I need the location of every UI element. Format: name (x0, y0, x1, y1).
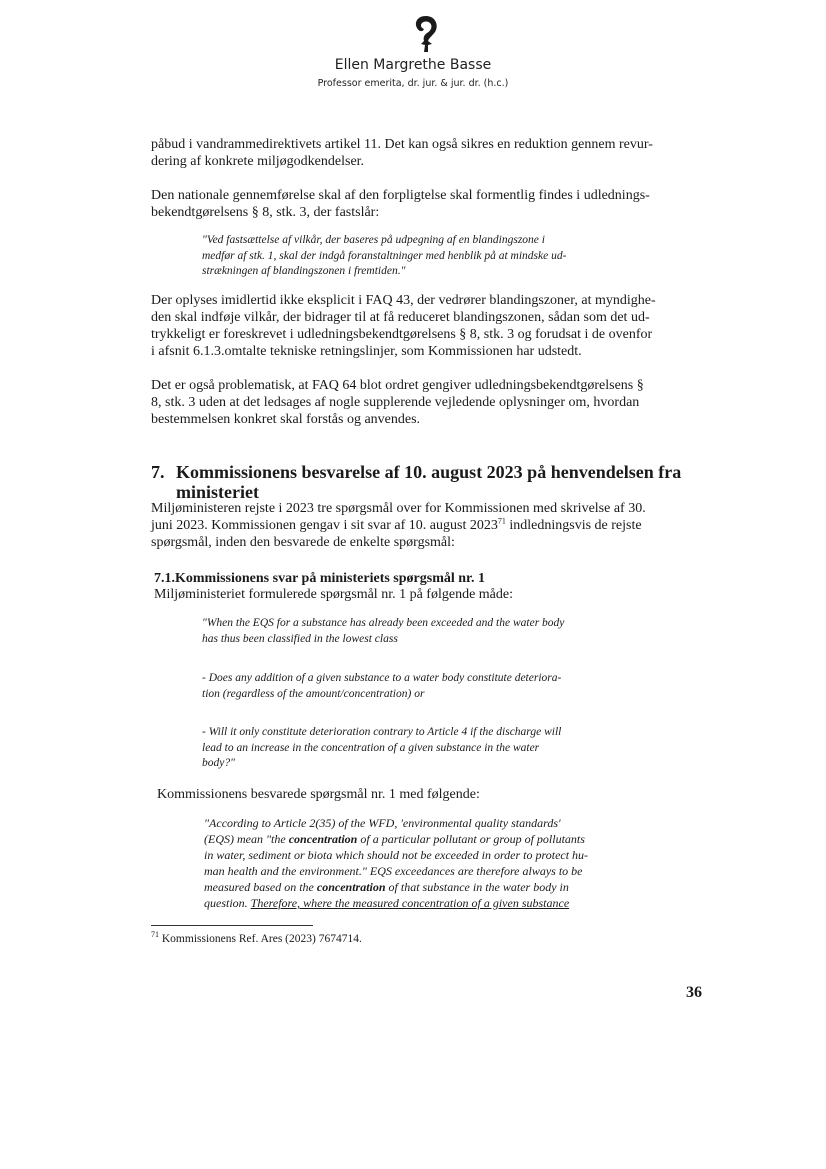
emphasis: concentration (316, 880, 386, 894)
text-line: body?" (202, 757, 235, 769)
text-line: den skal indføje vilkår, der bidrager til at få reduceret blandingszonen, sådan som det ud- (151, 310, 650, 325)
author-name: Ellen Margrethe Basse (334, 57, 492, 73)
section-7-1-heading: 7.1.Kommissionens svar på ministeriets spørgsmål nr. 1 (154, 571, 485, 586)
section-number: 7. (151, 462, 165, 482)
text-line: dering af konkrete miljøgodkendelser. (151, 154, 365, 169)
block-quote-2a (202, 616, 648, 647)
block-quote-2c (202, 725, 648, 772)
ornament-logo-icon (411, 14, 441, 54)
text-line: has thus been classified in the lowest class (202, 632, 398, 645)
text-line: i afsnit 6.1.3.omtalte tekniske retningslinjer, som Kommissionen har udstedt. (151, 344, 582, 359)
text-line: "Ved fastsættelse af vilkår, der baseres på udpegning af en blandingszone i (202, 234, 545, 246)
text-line: 8, stk. 3 uden at det ledsages af nogle supplerende vejledende oplysninger om, hvordan (151, 395, 640, 410)
text-line: "According to Article 2(35) of the WFD, 'environmental quality standards' (204, 816, 561, 830)
footnote-number: 71 (151, 930, 159, 940)
text-line: trykkeligt er foreskrevet i udledningsbekendtgørelsens § 8, stk. 3 og forudsat i de ovenfor (151, 327, 653, 342)
heading-line: ministeriet (176, 482, 259, 502)
text-line: "When the EQS for a substance has already been exceeded and the water body (202, 617, 565, 629)
text-line: Miljøministeren rejste i 2023 tre spørgsmål over for Kommissionen med skrivelse af 30. (151, 501, 646, 516)
text-line: påbud i vandrammedirektivets artikel 11. Det kan også sikres en reduktion gennem revur- (151, 137, 653, 152)
section-7-body (151, 500, 691, 551)
emphasis: concentration (288, 832, 358, 846)
text-line: indledningsvis de rejste (505, 518, 642, 533)
text-line: tion (regardless of the amount/concentration) or (202, 687, 425, 700)
section-7-heading (151, 462, 711, 502)
paragraph-3 (151, 292, 691, 360)
text-line: - Will it only constitute deterioration contrary to Article 4 if the discharge will (202, 726, 562, 738)
paragraph-4 (151, 377, 691, 428)
paragraph-2 (151, 187, 691, 221)
text-line: Den nationale gennemførelse skal af den forpligtelse skal formentlig findes i udlednings- (151, 188, 650, 203)
text-line: measured based on the (204, 880, 317, 894)
section-7-1-intro: Miljøministeriet formulerede spørgsmål nr. 1 på følgende måde: (154, 587, 513, 602)
text-line: man health and the environment." EQS exceedances are therefore always to be (204, 864, 583, 878)
text-line: of that substance in the water body in (385, 880, 569, 894)
text-line: - Does any addition of a given substance to a water body constitute deteriora- (202, 672, 562, 684)
footnote-text: Kommissionens Ref. Ares (2023) 7674714. (159, 933, 362, 945)
text-line: medfør af stk. 1, skal der indgå foranstaltninger med henblik på at mindske ud- (202, 249, 567, 262)
author-title: Professor emerita, dr. jur. & jur. dr. (h.c.) (317, 78, 509, 89)
text-line: strækningen af blandingszonen i fremtiden." (202, 265, 406, 277)
footnote (151, 932, 362, 946)
text-line: Der oplyses imidlertid ikke eksplicit i FAQ 43, der vedrører blandingszoner, at myndighe- (151, 293, 656, 308)
text-line: (EQS) mean "the (204, 832, 289, 846)
text-line: in water, sediment or biota which should not be exceeded in order to protect hu- (204, 848, 589, 862)
block-quote-answer (204, 815, 652, 911)
text-line: question. (204, 896, 251, 910)
underlined-text: Therefore, where the measured concentration of a given substance (250, 896, 570, 910)
heading-line: Kommissionens besvarelse af 10. august 2023 på henvendelsen fra (176, 462, 682, 482)
text-line: of a particular pollutant or group of pollutants (357, 832, 585, 846)
text-line: bekendtgørelsens § 8, stk. 3, der fastslår: (151, 205, 380, 220)
text-line: spørgsmål, inden den besvarede de enkelte spørgsmål: (151, 535, 455, 550)
block-quote-2b (202, 671, 648, 702)
footnote-ref: 71 (497, 516, 506, 526)
paragraph-1 (151, 136, 691, 170)
block-quote-1 (202, 233, 648, 280)
text-line: juni 2023. Kommissionen gengav i sit svar af 10. august 2023 (151, 518, 498, 533)
page-number: 36 (686, 984, 702, 1001)
text-line: bestemmelsen konkret skal forstås og anvendes. (151, 412, 421, 427)
text-line: Det er også problematisk, at FAQ 64 blot ordret gengiver udledningsbekendtgørelsens § (151, 378, 644, 393)
footnote-divider (151, 925, 313, 926)
answer-intro: Kommissionens besvarede spørgsmål nr. 1 med følgende: (157, 787, 480, 802)
text-line: lead to an increase in the concentration of a given substance in the water (202, 741, 540, 754)
